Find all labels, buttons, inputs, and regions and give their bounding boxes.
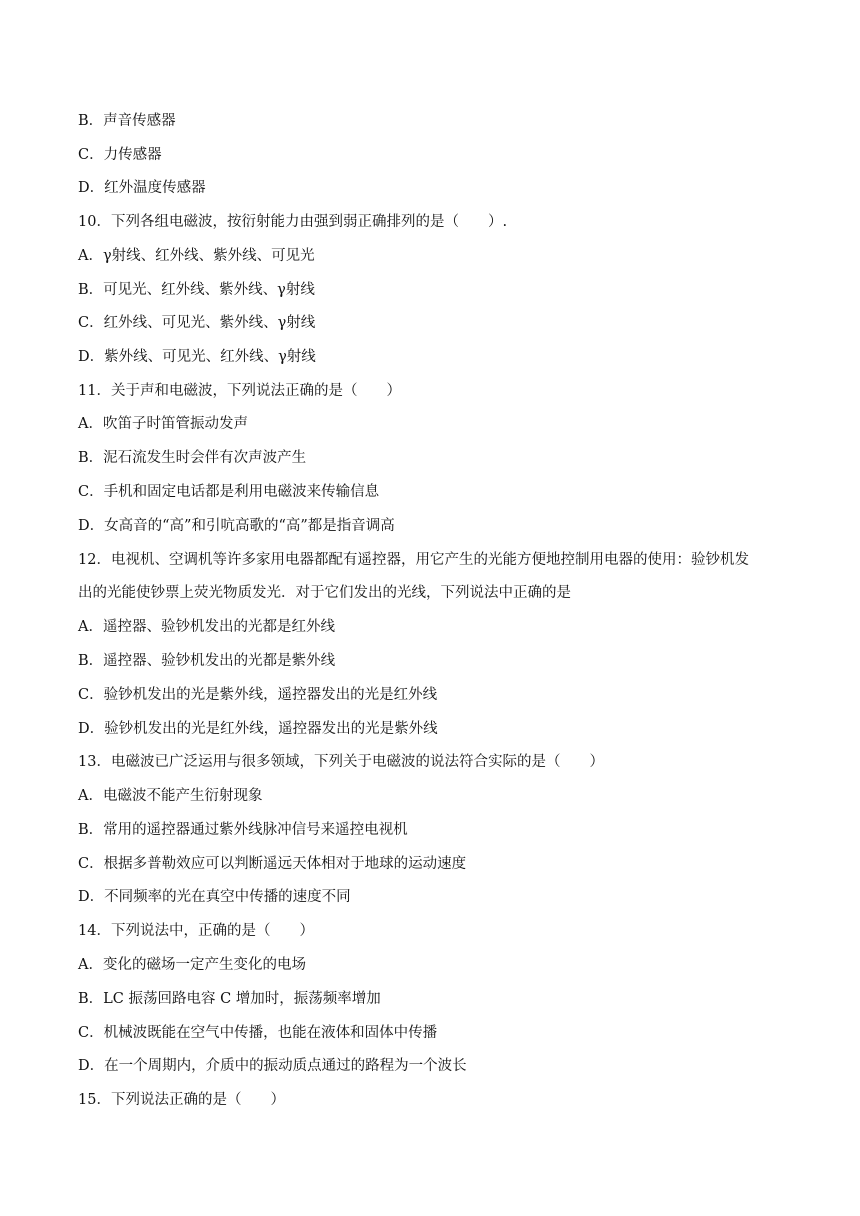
option-11c: C．手机和固定电话都是利用电磁波来传输信息 bbox=[78, 484, 380, 500]
question-13: 13．电磁波已广泛运用与很多领域，下列关于电磁波的说法符合实际的是（ ） bbox=[78, 754, 604, 770]
option-13d: D．不同频率的光在真空中传播的速度不同 bbox=[78, 889, 351, 905]
option-14c: C．机械波既能在空气中传播，也能在液体和固体中传播 bbox=[78, 1025, 438, 1041]
option-11d: D．女高音的“高”和引吭高歌的“高”都是指音调高 bbox=[78, 518, 395, 534]
option-10c: C．红外线、可见光、紫外线、γ射线 bbox=[78, 315, 316, 331]
question-12-line-1: 12．电视机、空调机等许多家用电器都配有遥控器，用它产生的光能方便地控制用电器的使用：验钞机发 bbox=[78, 552, 749, 568]
question-12-line-2: 出的光能使钞票上荧光物质发光．对于它们发出的光线，下列说法中正确的是 bbox=[78, 585, 571, 601]
question-14: 14．下列说法中，正确的是（ ） bbox=[78, 923, 314, 939]
option-11a: A．吹笛子时笛管振动发声 bbox=[78, 416, 248, 432]
option-9d: D．红外温度传感器 bbox=[78, 180, 206, 196]
option-12d: D．验钞机发出的光是红外线，遥控器发出的光是紫外线 bbox=[78, 721, 438, 737]
question-10: 10．下列各组电磁波，按衍射能力由强到弱正确排列的是（ ）. bbox=[78, 214, 508, 230]
option-11b: B．泥石流发生时会伴有次声波产生 bbox=[78, 450, 307, 466]
option-9b: B．声音传感器 bbox=[78, 113, 176, 129]
option-12a: A．遥控器、验钞机发出的光都是红外线 bbox=[78, 619, 335, 635]
option-10b: B．可见光、红外线、紫外线、γ射线 bbox=[78, 282, 315, 298]
option-14b: B．LC 振荡回路电容 C 增加时，振荡频率增加 bbox=[78, 991, 381, 1007]
option-13a: A．电磁波不能产生衍射现象 bbox=[78, 788, 263, 804]
question-15: 15．下列说法正确的是（ ） bbox=[78, 1092, 285, 1108]
option-13b: B．常用的遥控器通过紫外线脉冲信号来遥控电视机 bbox=[78, 822, 408, 838]
option-9c: C．力传感器 bbox=[78, 147, 162, 163]
question-11: 11．关于声和电磁波，下列说法正确的是（ ） bbox=[78, 383, 401, 399]
option-10d: D．紫外线、可见光、红外线、γ射线 bbox=[78, 349, 316, 365]
option-14d: D．在一个周期内，介质中的振动质点通过的路程为一个波长 bbox=[78, 1058, 467, 1074]
option-12b: B．遥控器、验钞机发出的光都是紫外线 bbox=[78, 653, 336, 669]
option-10a: A．γ射线、红外线、紫外线、可见光 bbox=[78, 248, 315, 264]
option-13c: C．根据多普勒效应可以判断遥远天体相对于地球的运动速度 bbox=[78, 856, 467, 872]
option-14a: A．变化的磁场一定产生变化的电场 bbox=[78, 957, 306, 973]
option-12c: C．验钞机发出的光是紫外线，遥控器发出的光是红外线 bbox=[78, 687, 438, 703]
